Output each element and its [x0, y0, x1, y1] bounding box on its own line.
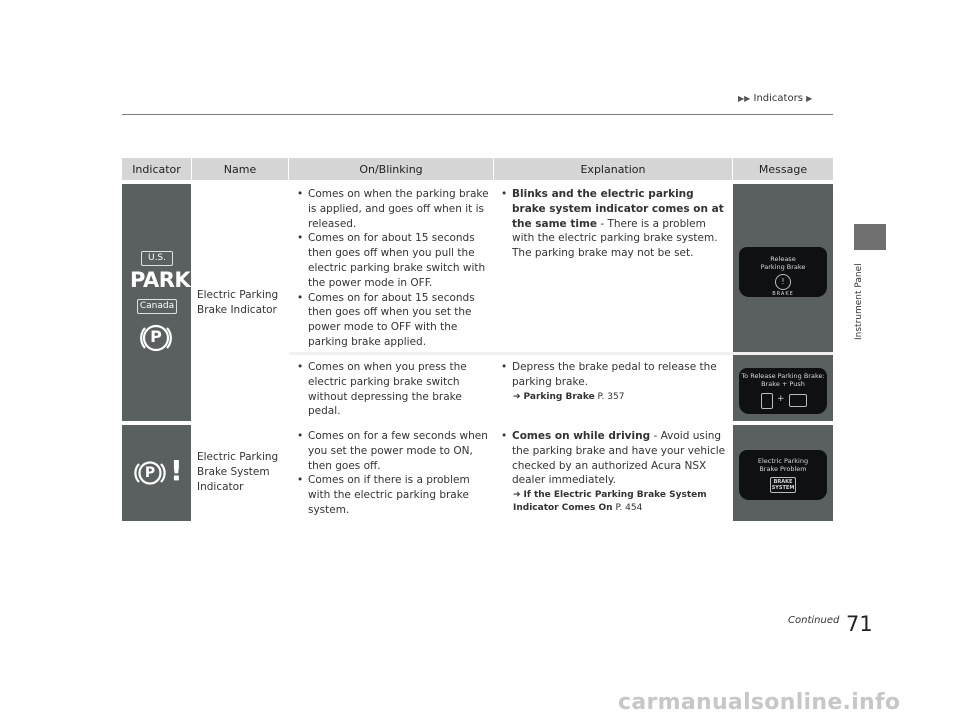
parking-brake-letter: P [144, 465, 156, 481]
section-tab-label: Instrument Panel [854, 263, 864, 340]
message-line: Parking Brake [760, 263, 806, 271]
row-separator [122, 421, 833, 425]
list-item: • Depress the brake pedal to release the parking brake. [501, 360, 729, 390]
region-badge-canada: Canada [137, 299, 177, 314]
exclamation-icon: ! [170, 454, 183, 487]
message-line: Brake + Push [761, 380, 805, 388]
indicator-name: Electric Parking Brake System Indicator [197, 451, 279, 493]
brake-warning-icon: ! [775, 274, 791, 290]
parking-brake-circle-icon [139, 321, 173, 355]
region-badge-us: U.S. [141, 251, 173, 266]
message-line: Release [770, 255, 796, 263]
xref-arrow-icon: ➔ [513, 391, 521, 402]
plus-sign: + [777, 394, 785, 404]
message-line: Electric Parking [757, 457, 809, 465]
xref-label: Parking Brake [523, 391, 595, 402]
message-line: BRAKE [772, 291, 794, 297]
message-line: BRAKE [773, 479, 793, 485]
on-blinking-list [297, 187, 489, 350]
message-line: Brake Problem [759, 465, 807, 473]
park-indicator-icon: PARK [130, 268, 191, 292]
explanation-text [501, 187, 729, 261]
xref-page: P. 357 [594, 391, 625, 402]
brake-system-box [770, 477, 796, 493]
message-display [739, 450, 827, 500]
cross-reference [501, 391, 729, 404]
list-item: • Comes on for about 15 seconds then goes off when you pull the electric parking brake switch with the power mode in OFF. [297, 231, 489, 290]
message-line: To Release Parking Brake: [741, 372, 825, 380]
list-item: • Comes on when you press the electric parking brake switch without depressing the brake pedal. [297, 360, 489, 419]
col-header-on-blinking: On/Blinking [289, 158, 493, 180]
breadcrumb-arrow-icon: ▶▶ [738, 94, 751, 103]
breadcrumb-label: Indicators [753, 93, 803, 104]
explanation-bold: Comes on while driving [512, 430, 651, 442]
explanation-bold: Blinks and the electric parking brake system indicator comes on at the same time [512, 188, 724, 230]
list-item: • Comes on when the parking brake is applied, and goes off when it is released. [297, 187, 489, 231]
cross-reference [501, 489, 729, 515]
page-number: 71 [846, 612, 873, 636]
xref-arrow-icon: ➔ [513, 490, 521, 501]
on-blinking-list [297, 429, 489, 518]
list-item: • Comes on if there is a problem with the electric parking brake system. [297, 473, 489, 517]
parking-switch-icon [789, 394, 807, 407]
continued-label: Continued [788, 615, 840, 626]
message-line: SYSTEM [771, 485, 795, 491]
list-item: • Comes on for about 15 seconds then goes off when you set the power mode to OFF with the parking brake applied. [297, 291, 489, 350]
breadcrumb-arrow-icon: ▶ [806, 94, 813, 103]
section-tab [854, 224, 886, 250]
col-header-message: Message [733, 158, 833, 180]
explanation-body: - Avoid using the parking brake and have your vehicle checked by an authorized Acura NSX dealer immediately. [512, 430, 726, 487]
message-display [739, 368, 827, 414]
on-blinking-list [297, 360, 489, 419]
col-header-explanation: Explanation [494, 158, 732, 180]
parking-brake-letter: P [150, 327, 162, 346]
brake-pedal-icon [761, 393, 773, 409]
parking-brake-system-icon [132, 458, 168, 488]
header-rule [122, 114, 833, 115]
explanation-text [501, 360, 729, 404]
watermark: carmanualsonline.info [618, 690, 901, 715]
xref-label: If the Electric Parking Brake System Indicator Comes On [513, 490, 707, 514]
xref-page: P. 454 [612, 503, 643, 514]
list-item: • Comes on for a few seconds when you set the power mode to ON, then goes off. [297, 429, 489, 473]
explanation-body: - There is a problem with the electric parking brake system. The parking brake may not be set. [512, 217, 718, 260]
breadcrumb [738, 93, 812, 104]
col-header-indicator: Indicator [122, 158, 191, 180]
col-header-name: Name [192, 158, 288, 180]
indicator-name: Electric Parking Brake Indicator [197, 289, 279, 316]
message-display [739, 247, 827, 297]
explanation-text [501, 429, 729, 515]
